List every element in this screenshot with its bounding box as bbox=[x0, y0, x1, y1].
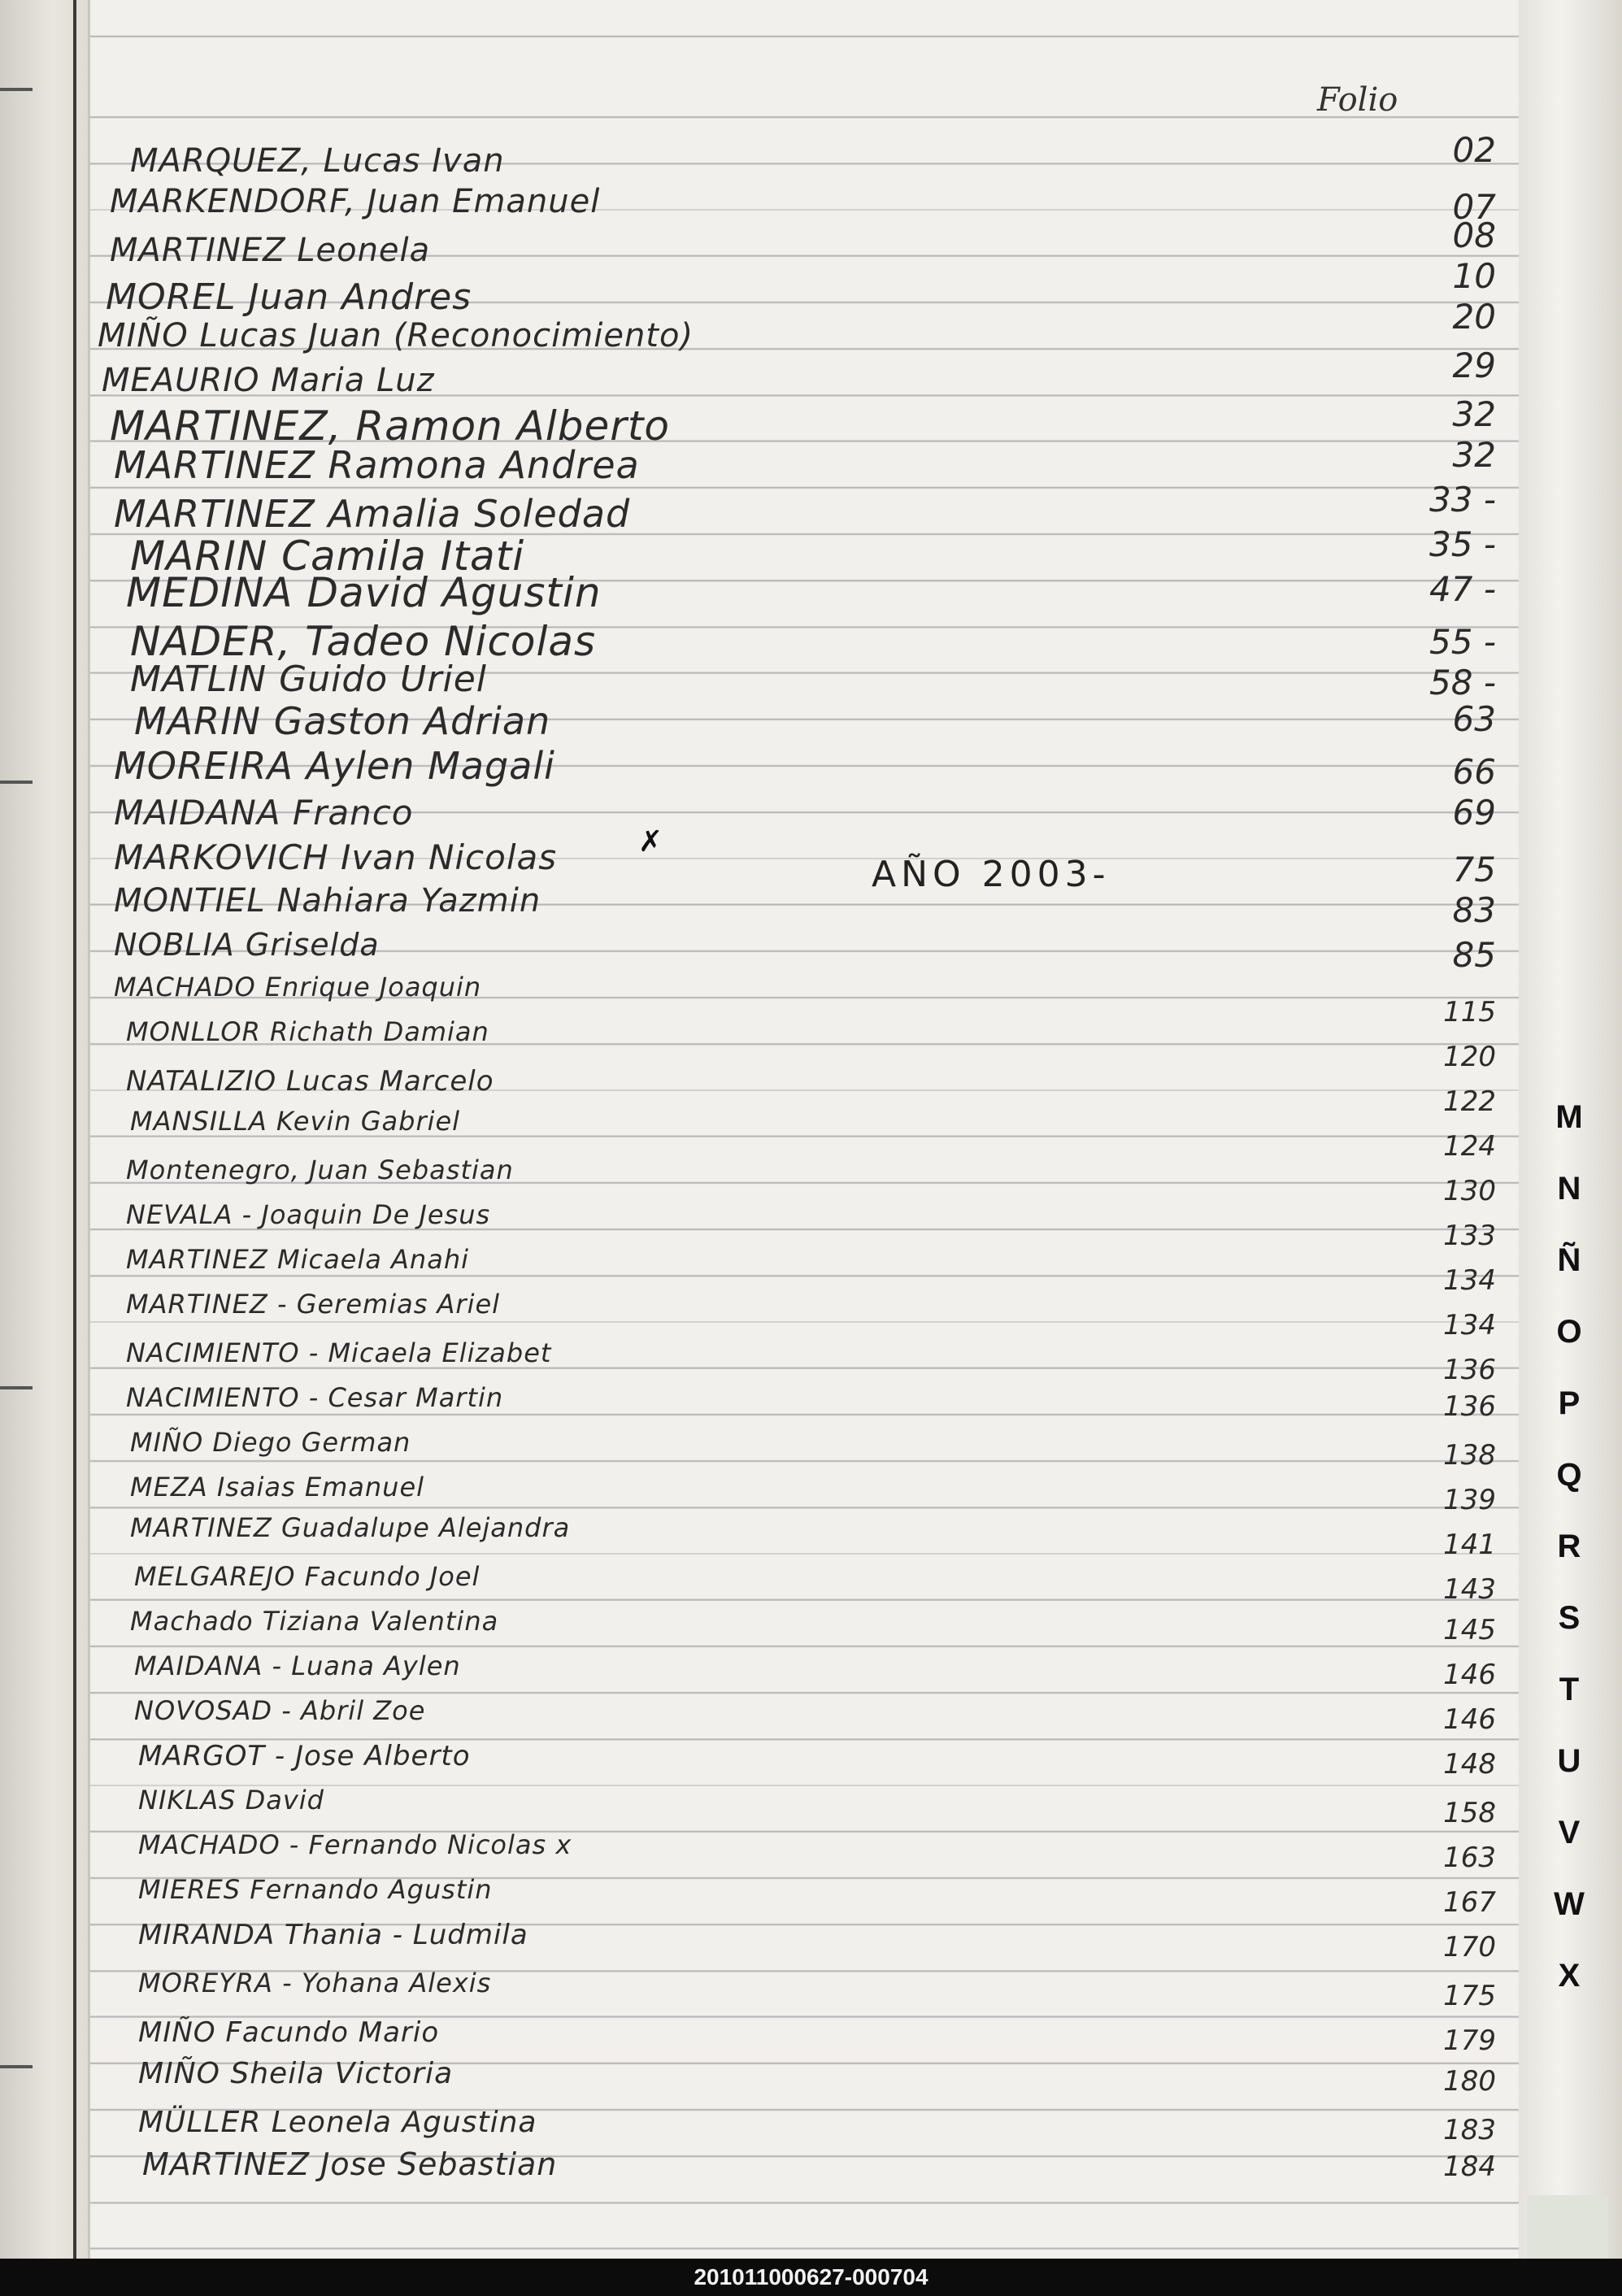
register-entry-folio: 124 bbox=[1443, 1130, 1496, 1163]
register-entry-name: MÜLLER Leonela Agustina bbox=[138, 2106, 537, 2139]
register-entry-name: MARTINEZ Jose Sebastian bbox=[142, 2146, 558, 2182]
register-entry-name: MAIDANA - Luana Aylen bbox=[134, 1650, 461, 1681]
register-entry-name: MARKOVICH Ivan Nicolas bbox=[114, 837, 558, 877]
register-entry-name: NOBLIA Griselda bbox=[114, 927, 380, 963]
register-entry-folio: 83 bbox=[1452, 890, 1496, 930]
register-entry-folio: 146 bbox=[1443, 1659, 1496, 1691]
register-entry-name: MACHADO Enrique Joaquin bbox=[114, 972, 482, 1002]
register-entry-name: MEAURIO Maria Luz bbox=[102, 362, 435, 399]
register-entry-folio: 66 bbox=[1452, 752, 1496, 792]
register-entry-folio: 146 bbox=[1443, 1703, 1496, 1736]
register-entry-folio: 158 bbox=[1443, 1797, 1496, 1829]
register-entry-name: Montenegro, Juan Sebastian bbox=[126, 1155, 514, 1185]
register-entry-name: MAIDANA Franco bbox=[114, 793, 414, 833]
register-entry-name: MARKENDORF, Juan Emanuel bbox=[110, 183, 601, 220]
register-entry-name: MARTINEZ Micaela Anahi bbox=[126, 1244, 469, 1275]
register-entry-folio: 33 - bbox=[1429, 480, 1496, 520]
register-entry-folio: 139 bbox=[1443, 1484, 1496, 1516]
register-entry-folio: 55 - bbox=[1429, 622, 1496, 662]
register-entry-folio: 08 bbox=[1452, 215, 1496, 255]
register-entry-name: MARTINEZ, Ramon Alberto bbox=[110, 402, 671, 450]
register-entry-folio: 85 bbox=[1452, 935, 1496, 975]
register-entry-folio: 130 bbox=[1443, 1175, 1496, 1207]
binder-ring bbox=[0, 88, 33, 91]
register-entry-name: MELGAREJO Facundo Joel bbox=[134, 1561, 481, 1592]
index-tab-letter[interactable]: T bbox=[1559, 1671, 1580, 1707]
index-tab-letter[interactable]: V bbox=[1558, 1814, 1581, 1850]
register-entry-name: MANSILLA Kevin Gabriel bbox=[130, 1106, 461, 1137]
register-entry-name: MOREL Juan Andres bbox=[106, 276, 472, 318]
register-entry-name: NIKLAS David bbox=[138, 1785, 324, 1815]
index-tab-letter[interactable]: R bbox=[1557, 1528, 1581, 1564]
register-entry-name: NACIMIENTO - Micaela Elizabet bbox=[126, 1337, 552, 1368]
register-entry-name: MIÑO Diego German bbox=[130, 1427, 411, 1458]
register-entry-folio: 175 bbox=[1443, 1980, 1496, 2012]
register-entry-name: MIERES Fernando Agustin bbox=[138, 1874, 493, 1905]
page-margin-line bbox=[88, 0, 90, 2259]
register-entry-folio: 133 bbox=[1443, 1220, 1496, 1252]
register-entry-folio: 141 bbox=[1443, 1528, 1496, 1561]
register-entry-name: MARTINEZ Leonela bbox=[110, 232, 431, 269]
register-entry-name: MOREYRA - Yohana Alexis bbox=[138, 1968, 492, 1998]
register-entry-folio: 115 bbox=[1443, 996, 1496, 1028]
register-entry-name: MOREIRA Aylen Magali bbox=[114, 744, 555, 788]
register-entry-name: NACIMIENTO - Cesar Martin bbox=[126, 1382, 504, 1413]
register-entry-folio: 179 bbox=[1443, 2024, 1496, 2057]
register-entry-folio: 163 bbox=[1443, 1842, 1496, 1874]
register-entry-folio: 69 bbox=[1452, 793, 1496, 833]
register-entry-name: MARTINEZ Amalia Soledad bbox=[114, 492, 631, 536]
year-annotation: AÑO 2003- bbox=[872, 854, 1111, 895]
register-entry-folio: 143 bbox=[1443, 1573, 1496, 1606]
register-entry-folio: 167 bbox=[1443, 1886, 1496, 1919]
register-entry-folio: 07 bbox=[1452, 187, 1496, 227]
register-entry-folio: 136 bbox=[1443, 1390, 1496, 1423]
register-entry-name: MIÑO Sheila Victoria bbox=[138, 2057, 454, 2090]
register-entry-folio: 20 bbox=[1452, 297, 1496, 337]
register-entry-name: NATALIZIO Lucas Marcelo bbox=[126, 1065, 494, 1098]
index-tab-letter[interactable]: S bbox=[1558, 1599, 1581, 1636]
index-tab-letter[interactable]: Q bbox=[1556, 1456, 1582, 1493]
register-entry-name: NOVOSAD - Abril Zoe bbox=[134, 1695, 426, 1726]
stray-x-mark: ✗ bbox=[638, 825, 663, 859]
register-entry-name: MARIN Gaston Adrian bbox=[134, 699, 551, 743]
register-entry-folio: 47 - bbox=[1429, 569, 1496, 609]
register-entry-folio: 183 bbox=[1443, 2114, 1496, 2146]
register-entry-folio: 32 bbox=[1452, 435, 1496, 475]
index-tab-letter[interactable]: Ñ bbox=[1557, 1241, 1581, 1278]
folio-column-header: Folio bbox=[1317, 81, 1398, 119]
register-entry-folio: 136 bbox=[1443, 1354, 1496, 1386]
register-entry-folio: 134 bbox=[1443, 1309, 1496, 1342]
register-entry-name: MIRANDA Thania - Ludmila bbox=[138, 1919, 528, 1951]
register-entry-name: MARTINEZ Guadalupe Alejandra bbox=[130, 1512, 571, 1543]
binder-ring bbox=[0, 1386, 33, 1389]
index-tab-letter[interactable]: W bbox=[1554, 1885, 1585, 1922]
document-id-footer: 201011000627-000704 bbox=[0, 2259, 1622, 2296]
binder-edge bbox=[0, 0, 88, 2259]
register-entry-name: Machado Tiziana Valentina bbox=[130, 1606, 499, 1637]
register-entry-name: MATLIN Guido Uriel bbox=[130, 659, 487, 700]
register-entry-folio: 138 bbox=[1443, 1439, 1496, 1472]
index-tab-letter[interactable]: M bbox=[1555, 1098, 1583, 1135]
register-entry-name: MARIN Camila Itati bbox=[130, 533, 525, 580]
register-entry-name: MIÑO Facundo Mario bbox=[138, 2016, 440, 2049]
register-entry-name: MEZA Isaias Emanuel bbox=[130, 1472, 425, 1502]
register-entry-folio: 02 bbox=[1452, 130, 1496, 170]
register-entry-folio: 180 bbox=[1443, 2065, 1496, 2098]
register-entry-name: MARGOT - Jose Alberto bbox=[138, 1740, 471, 1772]
register-entry-folio: 170 bbox=[1443, 1931, 1496, 1963]
register-entry-folio: 134 bbox=[1443, 1264, 1496, 1297]
register-entry-folio: 63 bbox=[1452, 699, 1496, 739]
index-tab-letter[interactable]: X bbox=[1558, 1957, 1581, 1994]
register-entry-name: MARQUEZ, Lucas Ivan bbox=[130, 142, 505, 180]
register-entry-folio: 29 bbox=[1452, 346, 1496, 385]
register-entry-name: MARTINEZ - Geremias Ariel bbox=[126, 1289, 501, 1320]
binder-spine bbox=[73, 0, 76, 2259]
index-tab-letter[interactable]: U bbox=[1557, 1742, 1581, 1779]
register-entry-folio: 35 - bbox=[1429, 524, 1496, 564]
binder-ring bbox=[0, 2065, 33, 2068]
register-entry-folio: 32 bbox=[1452, 394, 1496, 434]
register-entry-folio: 184 bbox=[1443, 2150, 1496, 2183]
register-entry-name: MONLLOR Richath Damian bbox=[126, 1016, 489, 1047]
register-entry-name: NEVALA - Joaquin De Jesus bbox=[126, 1199, 491, 1230]
register-entry-folio: 75 bbox=[1452, 850, 1496, 889]
register-entry-name: MONTIEL Nahiara Yazmin bbox=[114, 882, 541, 920]
register-entry-name: MIÑO Lucas Juan (Reconocimiento) bbox=[98, 317, 694, 354]
register-entry-folio: 120 bbox=[1443, 1041, 1496, 1073]
register-entry-folio: 122 bbox=[1443, 1085, 1496, 1118]
register-entry-folio: 148 bbox=[1443, 1748, 1496, 1781]
register-entry-name: MARTINEZ Ramona Andrea bbox=[114, 443, 640, 487]
index-tab-letter[interactable]: P bbox=[1558, 1385, 1581, 1421]
index-tab-letter[interactable]: N bbox=[1557, 1170, 1581, 1207]
register-entry-name: MEDINA David Agustin bbox=[126, 569, 602, 616]
register-entry-name: MACHADO - Fernando Nicolas x bbox=[138, 1829, 572, 1860]
alphabet-index bbox=[1541, 1081, 1598, 2011]
index-tab-bottom bbox=[1527, 2195, 1608, 2259]
register-entry-folio: 10 bbox=[1452, 256, 1496, 296]
binder-ring bbox=[0, 781, 33, 784]
register-entry-name: NADER, Tadeo Nicolas bbox=[130, 618, 597, 665]
register-entry-folio: 145 bbox=[1443, 1614, 1496, 1646]
index-tab-letter[interactable]: O bbox=[1556, 1313, 1582, 1350]
register-entry-folio: 58 - bbox=[1429, 663, 1496, 702]
